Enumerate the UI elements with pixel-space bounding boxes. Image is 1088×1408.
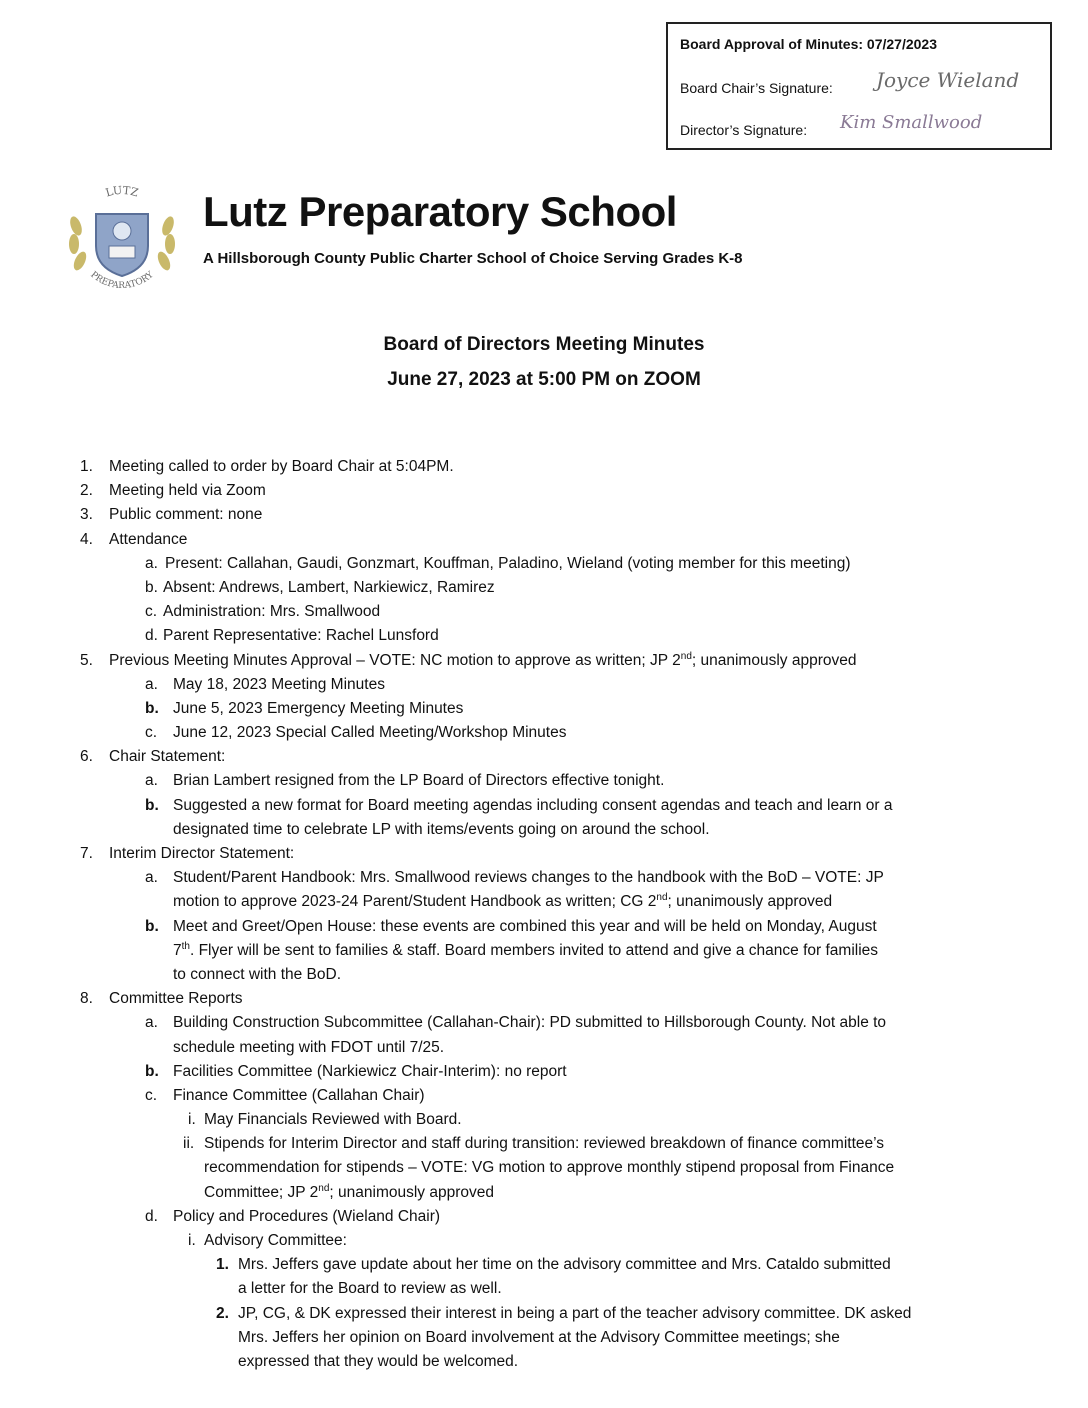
- chair-signature: Joyce Wieland: [876, 68, 1020, 92]
- globe-icon: [113, 222, 131, 240]
- list-item: [0, 1132, 1088, 1156]
- item-number: 7.: [80, 845, 93, 862]
- item-text: to connect with the BoD.: [173, 965, 342, 983]
- item-number: 3.: [80, 506, 93, 524]
- list-item: [0, 1084, 1088, 1108]
- item-letter: a.: [145, 1014, 158, 1032]
- director-signature-label: Director’s Signature:: [680, 122, 808, 138]
- item-text: Committee; JP 2nd; unanimously approved: [204, 1182, 494, 1201]
- item-text: Facilities Committee (Narkiewicz Chair-Interim): no report: [173, 1062, 567, 1080]
- item-number: 2.: [216, 1304, 229, 1322]
- item-text: Student/Parent Handbook: Mrs. Smallwood reviews changes to the handbook with the BoD – VOTE: JP: [173, 869, 884, 887]
- approval-box: [666, 22, 1052, 150]
- item-text: Chair Statement:: [109, 748, 226, 766]
- item-letter: b.: [145, 578, 158, 596]
- list-item: [0, 915, 1088, 939]
- item-text: motion to approve 2023-24 Parent/Student Handbook as written; CG 2nd; unanimously approved: [173, 892, 833, 911]
- item-text: May Financials Reviewed with Board.: [204, 1111, 462, 1129]
- list-item: [0, 1205, 1088, 1229]
- list-item: [0, 866, 1088, 890]
- item-letter: a.: [145, 869, 158, 887]
- list-item-continued: [0, 939, 1088, 963]
- list-item-continued: [0, 1326, 1088, 1350]
- list-item: [0, 649, 1088, 673]
- list-item: [0, 600, 1088, 624]
- minutes-list: [0, 455, 1088, 1374]
- item-text: 7th. Flyer will be sent to families & staff. Board members invited to attend and give a chance for families: [173, 940, 879, 959]
- item-letter: a.: [145, 675, 158, 693]
- item-text: Absent: Andrews, Lambert, Narkiewicz, Ramirez: [163, 578, 495, 596]
- list-item: [0, 1011, 1088, 1035]
- item-text: Previous Meeting Minutes Approval – VOTE: NC motion to approve as written; JP 2nd; unanimously approved: [109, 650, 857, 669]
- item-text: Mrs. Jeffers gave update about her time on the advisory committee and Mrs. Cataldo submitted: [238, 1256, 891, 1274]
- item-text: JP, CG, & DK expressed their interest in being a part of the teacher advisory committee. DK asked: [238, 1304, 912, 1322]
- item-text: June 12, 2023 Special Called Meeting/Workshop Minutes: [173, 724, 567, 742]
- item-text: Public comment: none: [109, 506, 263, 524]
- item-letter: a.: [145, 554, 158, 572]
- list-item-continued: [0, 1277, 1088, 1301]
- list-item: [0, 769, 1088, 793]
- list-item: [0, 1253, 1088, 1277]
- item-text: a letter for the Board to review as well.: [238, 1280, 502, 1298]
- school-name: Lutz Preparatory School: [203, 188, 677, 235]
- item-number: 2.: [80, 482, 93, 500]
- item-letter: b.: [145, 699, 159, 717]
- list-item: [0, 842, 1088, 866]
- document-title: Board of Directors Meeting Minutes: [383, 334, 705, 355]
- list-item: [0, 1229, 1088, 1253]
- item-letter: b.: [145, 917, 159, 935]
- list-item: [0, 1302, 1088, 1326]
- school-subtitle: A Hillsborough County Public Charter School of Choice Serving Grades K-8: [203, 250, 743, 267]
- item-number: 1.: [216, 1256, 229, 1274]
- list-item: [0, 721, 1088, 745]
- item-number: 4.: [80, 530, 93, 548]
- list-item: [0, 552, 1088, 576]
- logo-bottom-text: PREPARATORY: [88, 270, 156, 292]
- item-text: Finance Committee (Callahan Chair): [173, 1086, 425, 1104]
- item-text: Advisory Committee:: [204, 1232, 347, 1249]
- item-text: Parent Representative: Rachel Lunsford: [163, 627, 439, 645]
- approval-date: Board Approval of Minutes: 07/27/2023: [680, 36, 937, 52]
- item-text: Stipends for Interim Director and staff during transition: reviewed breakdown of finance committee’s: [204, 1135, 885, 1153]
- item-letter: d.: [145, 627, 158, 645]
- list-item: [0, 503, 1088, 527]
- list-item: [0, 673, 1088, 697]
- list-item: [0, 1060, 1088, 1084]
- item-text: May 18, 2023 Meeting Minutes: [173, 675, 385, 693]
- list-item-continued: [0, 818, 1088, 842]
- school-logo: [62, 176, 182, 296]
- list-item-continued: [0, 963, 1088, 987]
- item-text: Committee Reports: [109, 990, 243, 1008]
- item-text: Mrs. Jeffers her opinion on Board involvement at the Advisory Committee meetings; she: [238, 1328, 840, 1346]
- item-text: Administration: Mrs. Smallwood: [163, 603, 381, 621]
- item-letter: d.: [145, 1207, 158, 1225]
- item-text: expressed that they would be welcomed.: [238, 1352, 519, 1370]
- item-letter: c.: [145, 603, 158, 621]
- item-text: recommendation for stipends – VOTE: VG motion to approve monthly stipend proposal from Finance: [204, 1159, 895, 1177]
- item-text: Meeting called to order by Board Chair at 5:04PM.: [109, 458, 454, 475]
- list-item: [0, 528, 1088, 552]
- list-item: [0, 576, 1088, 600]
- item-number: 8.: [80, 990, 93, 1008]
- item-number: 1.: [80, 458, 93, 475]
- list-item-continued: [0, 1350, 1088, 1374]
- list-item: [0, 794, 1088, 818]
- item-letter: c.: [145, 724, 158, 742]
- list-item-continued: [0, 1156, 1088, 1180]
- list-item: [0, 745, 1088, 769]
- item-text: schedule meeting with FDOT until 7/25.: [173, 1038, 445, 1056]
- book-icon: [109, 246, 135, 258]
- list-item-continued: [0, 890, 1088, 914]
- item-text: June 5, 2023 Emergency Meeting Minutes: [173, 699, 464, 717]
- item-text: Suggested a new format for Board meeting agendas including consent agendas and teach and learn or a: [173, 796, 893, 814]
- list-item: [0, 624, 1088, 648]
- director-signature: Kim Smallwood: [840, 112, 983, 133]
- list-item: [0, 479, 1088, 503]
- chair-signature-label: Board Chair’s Signature:: [680, 80, 833, 96]
- item-text: Building Construction Subcommittee (Callahan-Chair): PD submitted to Hillsborough County. Not able to: [173, 1014, 887, 1032]
- logo-top-text: LUTZ: [104, 183, 140, 200]
- item-text: Attendance: [109, 530, 188, 548]
- item-text: Interim Director Statement:: [109, 845, 295, 862]
- list-item: [0, 697, 1088, 721]
- item-letter: a.: [145, 772, 158, 790]
- item-text: Brian Lambert resigned from the LP Board of Directors effective tonight.: [173, 772, 665, 790]
- item-text: Policy and Procedures (Wieland Chair): [173, 1207, 441, 1225]
- item-roman: i.: [188, 1111, 196, 1129]
- item-roman: ii.: [183, 1135, 195, 1153]
- list-item: [0, 1108, 1088, 1132]
- item-number: 6.: [80, 748, 93, 766]
- item-letter: b.: [145, 1062, 159, 1080]
- item-letter: c.: [145, 1086, 158, 1104]
- item-text: Meeting held via Zoom: [109, 482, 266, 500]
- list-item: [0, 455, 1088, 479]
- list-item: [0, 987, 1088, 1011]
- meeting-date: June 27, 2023 at 5:00 PM on ZOOM: [387, 369, 701, 390]
- item-text: Present: Callahan, Gaudi, Gonzmart, Kouffman, Paladino, Wieland (voting member for this meeting): [165, 554, 851, 572]
- item-number: 5.: [80, 651, 93, 669]
- list-item-continued: [0, 1181, 1088, 1205]
- list-item-continued: [0, 1036, 1088, 1060]
- item-text: Meet and Greet/Open House: these events are combined this year and will be held on Monday, August: [173, 917, 877, 935]
- item-roman: i.: [188, 1232, 196, 1249]
- item-text: designated time to celebrate LP with items/events going on around the school.: [173, 820, 710, 838]
- item-letter: b.: [145, 796, 159, 814]
